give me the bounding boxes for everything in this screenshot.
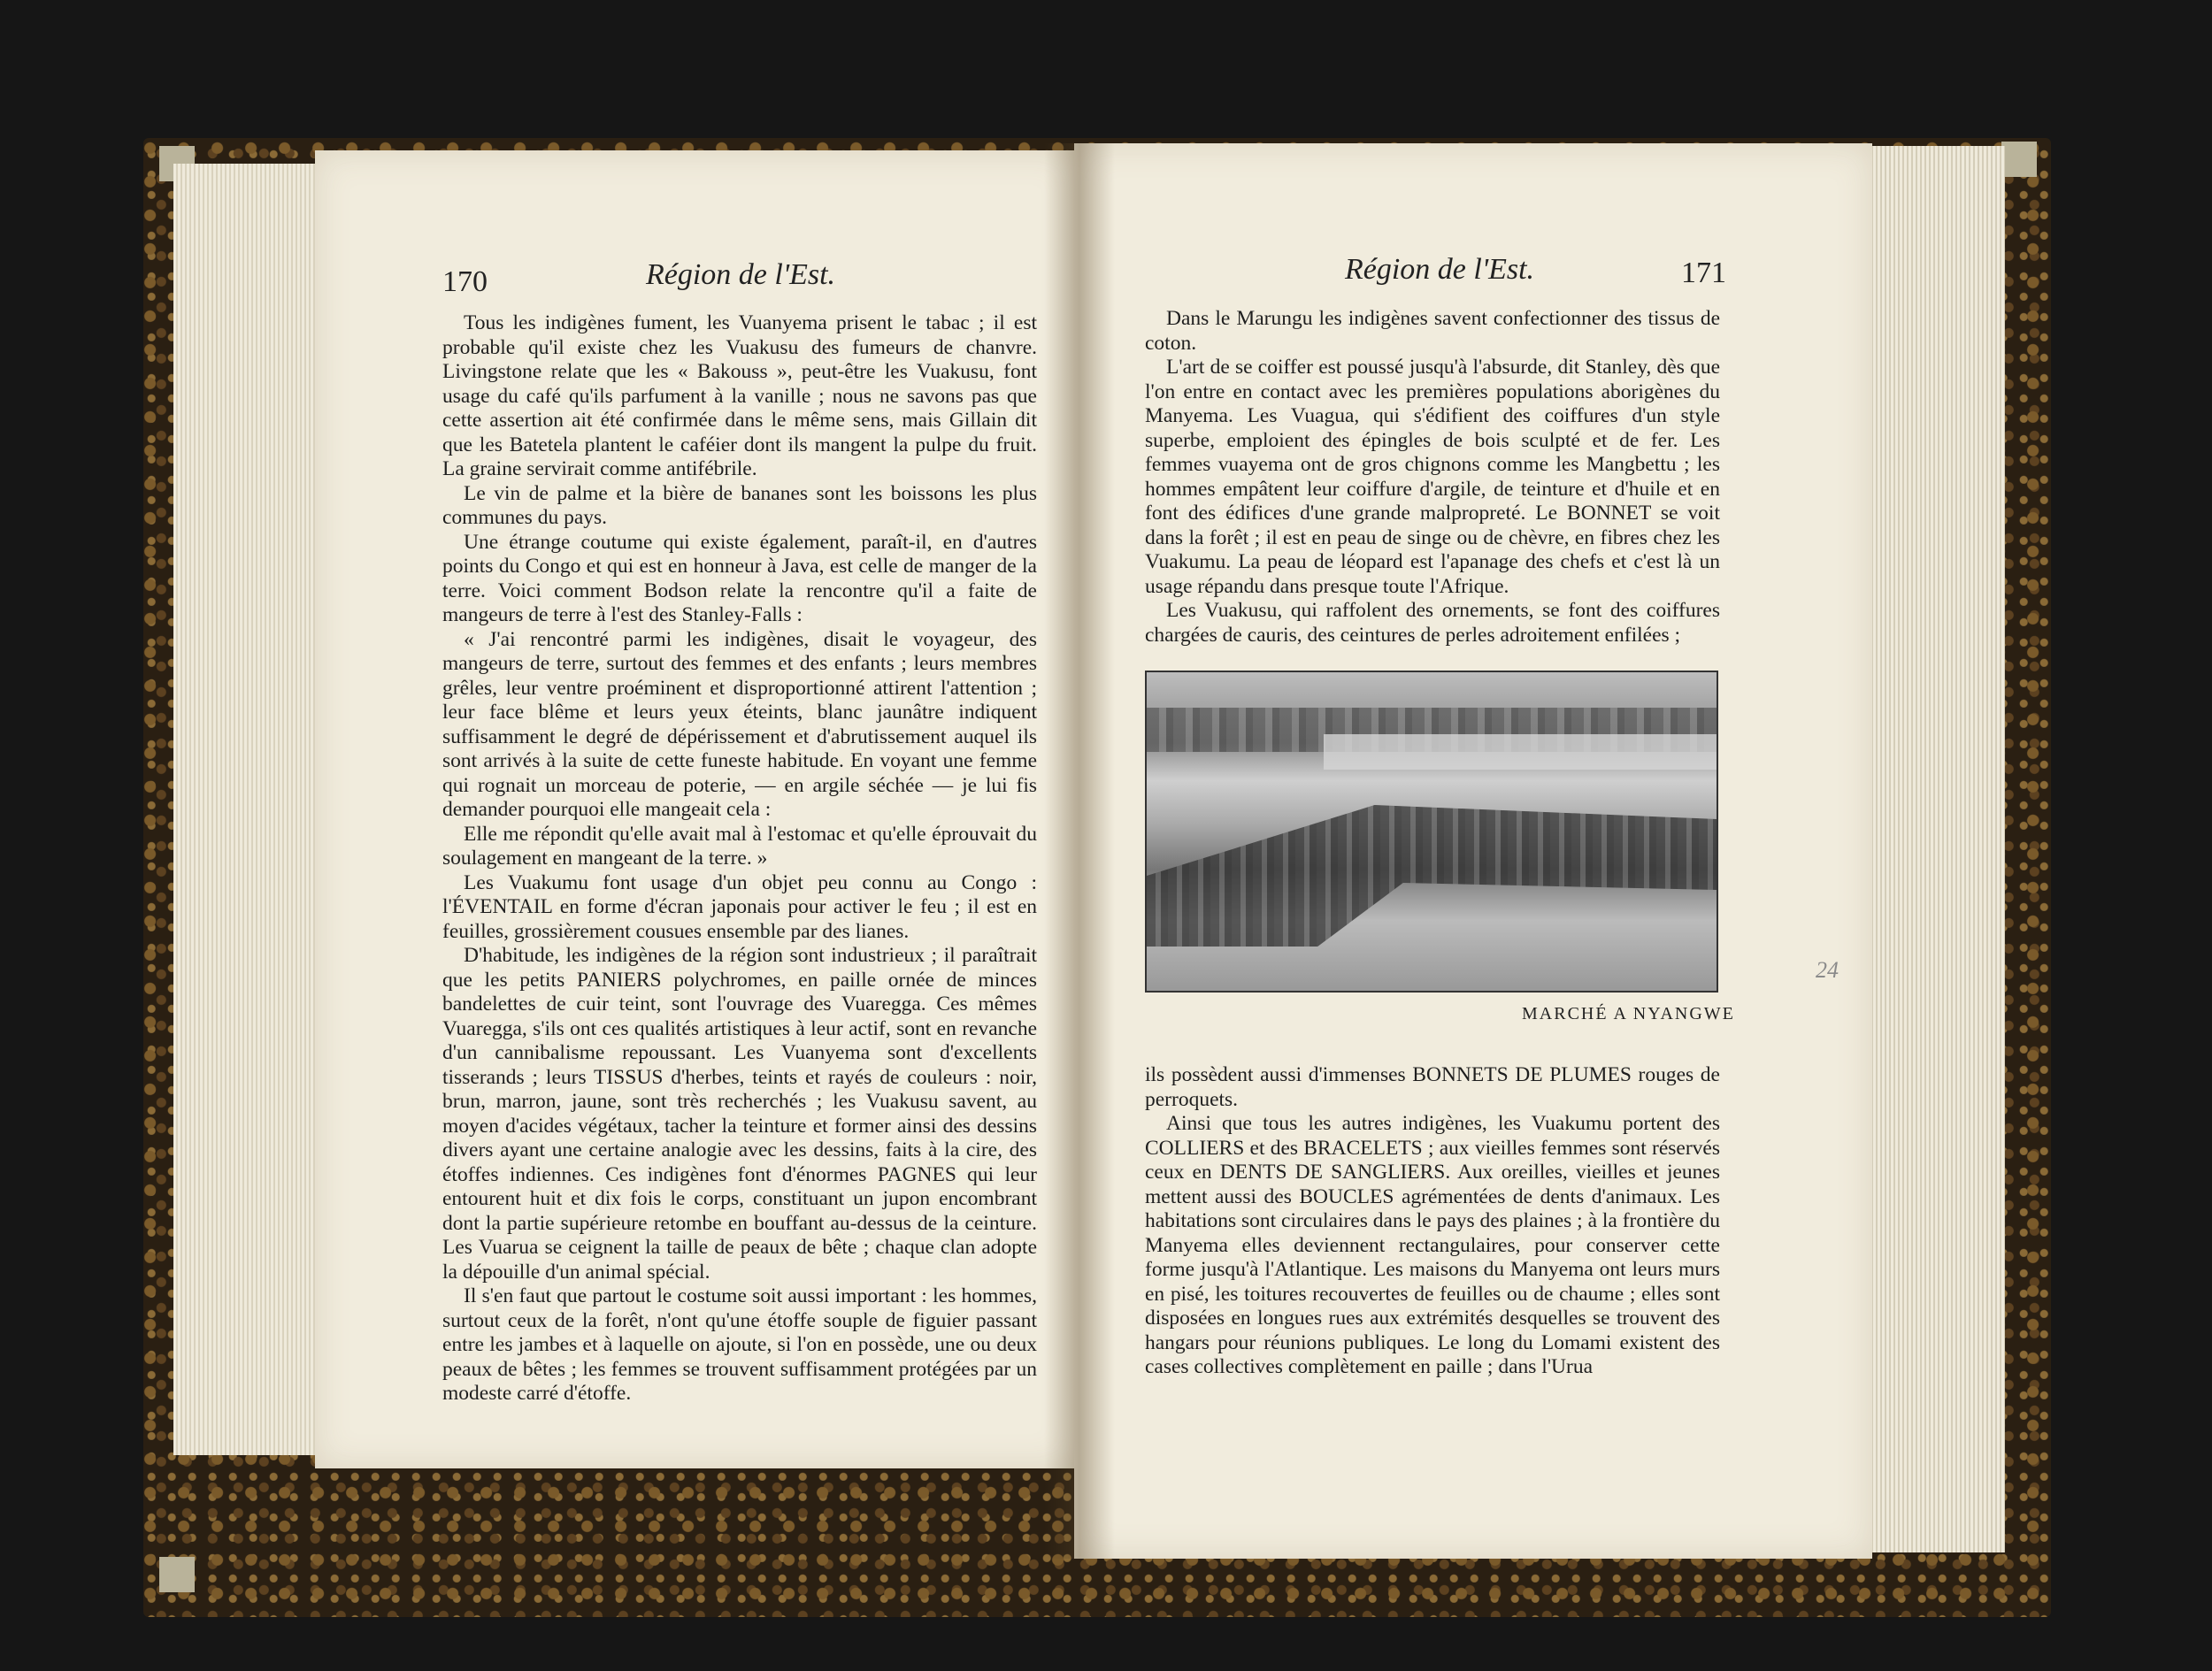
paragraph: ils possèdent aussi d'immenses BONNETS DE PLUMES rouges de perroquets. <box>1145 1063 1720 1111</box>
paragraph: « J'ai rencontré parmi les indigènes, disait le voyageur, des mangeurs de terre, surtout des femmes et des enfants ; leurs membres grêles, leur ventre proéminent et disproportionné attirent l'attention ; leur face blême et leurs yeux éteints, blanc jaunâtre indiquent suffisamment le degré de dépérissement et d'abrutissement auquel ils sont arrivés à la suite de cette funeste habitude. En voyant une femme qui rognait un morceau de poterie, — en argile séchée — je lui fis demander pourquoi elle mangeait cela : <box>442 627 1037 821</box>
left-page-number: 170 <box>442 265 488 298</box>
right-page-body-bottom <box>1145 1063 1720 1380</box>
photo-river <box>1324 734 1717 770</box>
paragraph: D'habitude, les indigènes de la région sont industrieux ; il paraîtrait que les petits PANIERS polychromes, en paille ornée de minces bandelettes de cuir teint, sont l'ouvrage des Vuaregga. Ces mêmes Vuaregga, s'ils ont ces qualités artistiques à leur actif, sont en revanche d'un cannibalisme repoussant. Les Vuanyema sont d'excellents tisserands ; leurs TISSUS d'herbes, teints et rayés de couleurs : noir, brun, marron, jaune, sont très recherchés ; les Vuakusu savent, au moyen d'acides végétaux, tacher la teinture et former ainsi des dessins divers ayant une certaine analogie avec les dessins, faits à la cire, des étoffes indiennes. Ces indigènes font d'énormes PAGNES qui leur entourent huit et dix fois le corps, constituant un jupon encombrant dont la partie supérieure retombe en bouffant au-dessus de la ceinture. Les Vuarua se ceignent la taille de peaux de bête ; chaque clan adopte la dépouille d'un animal spécial. <box>442 944 1037 1284</box>
market-photograph <box>1145 671 1718 993</box>
page-edges-left <box>173 164 315 1455</box>
paragraph: Tous les indigènes fument, les Vuanyema prisent le tabac ; il est probable qu'il existe chez les Vuakusu des fumeurs de chanvre. Livingstone relate que les « Bakouss », peut-être les Vuakusu, font usage du café qu'ils parfument à la vanille ; nous ne savons pas que cette assertion ait été confirmée dans le même sens, mais Gillain dit que les Batetela plantent le caféier dont ils mangent la pulpe du fruit. La graine servirait comme antifébrile. <box>442 311 1037 480</box>
left-page-body <box>442 311 1037 1407</box>
paragraph: Le vin de palme et la bière de bananes sont les boissons les plus communes du pays. <box>442 481 1037 529</box>
paragraph: Ainsi que tous les autres indigènes, les Vuakumu portent des COLLIERS et des BRACELETS ; aux vieilles femmes sont réservés ceux en DENTS DE SANGLIERS. Aux oreilles, vieilles et jeunes mettent aussi des BOUCLES agrémentées de dents d'animaux. Les habitations sont circulaires dans le pays des plaines ; à la frontière du Manyema elles deviennent rectangulaires, pour conserver cette forme jusqu'à l'Atlantique. Les maisons du Manyema ont leurs murs en pisé, les toitures recouvertes de feuilles ou de chaume ; elles sont disposées en longues rues aux extrémités desquelles se trouvent des hangars pour réunions publiques. Le long du Lomami existent des cases collectives complètement en paille ; dans l'Urua <box>1145 1112 1720 1378</box>
paragraph: L'art de se coiffer est poussé jusqu'à l'absurde, dit Stanley, dès que l'on entre en contact avec les premières populations aborigènes du Manyema. Les Vuagua, qui s'édifient des coiffures d'un style superbe, emploient des épingles de bois sculpté et de fer. Les femmes vuayema ont de gros chignons comme les Mangbettu ; les hommes empâtent leur coiffure d'argile, de teinture et d'huile et en font des édifices d'une grande malpropreté. Le BONNET se voit dans la forêt ; il est en peau de singe ou de chèvre, en fibres chez les Vuakumu. La peau de léopard est l'apanage des chefs et c'est là un usage répandu dans presque toute l'Afrique. <box>1145 356 1720 598</box>
paragraph: Il s'en faut que partout le costume soit aussi important : les hommes, surtout ceux de la forêt, n'ont qu'une étoffe souple de figuier passant entre les jambes et à laquelle on ajoute, si l'on en possède, une ou deux peaux de bêtes ; les femmes se trouvent suffisamment protégées par un modeste carré d'étoffe. <box>442 1284 1037 1405</box>
paragraph: Les Vuakumu font usage d'un objet peu connu au Congo : l'ÉVENTAIL en forme d'écran japonais pour activer le feu ; il est en feuilles, grossièrement cousues ensemble par des lianes. <box>442 870 1037 943</box>
book-gutter <box>1044 143 1115 1559</box>
photo-crowd <box>1147 805 1717 947</box>
figure-caption: MARCHÉ A NYANGWE <box>1522 1004 1735 1023</box>
paragraph: Elle me répondit qu'elle avait mal à l'estomac et qu'elle éprouvait du soulagement en mangeant de la terre. » <box>442 822 1037 870</box>
cover-corner <box>2001 142 2037 177</box>
paragraph: Dans le Marungu les indigènes savent confectionner des tissus de coton. <box>1145 307 1720 355</box>
cover-corner <box>159 1557 195 1592</box>
page-edges-right <box>1869 146 2005 1552</box>
right-page-number: 171 <box>1681 257 1726 289</box>
right-running-title: Région de l'Est. <box>1345 253 1535 286</box>
paragraph: Les Vuakusu, qui raffolent des ornements, se font des coiffures chargées de cauris, des ceintures de perles adroitement enfilées ; <box>1145 599 1720 647</box>
right-page-body-top <box>1145 307 1720 648</box>
paragraph: Une étrange coutume qui existe également, paraît-il, en d'autres points du Congo et qui est en honneur à Java, est celle de manger de la terre. Voici comment Bodson relate la rencontre qu'il a faite de mangeurs de terre à l'est des Stanley-Falls : <box>442 530 1037 626</box>
left-running-title: Région de l'Est. <box>646 258 836 291</box>
pencil-margin-note: 24 <box>1816 957 1839 983</box>
